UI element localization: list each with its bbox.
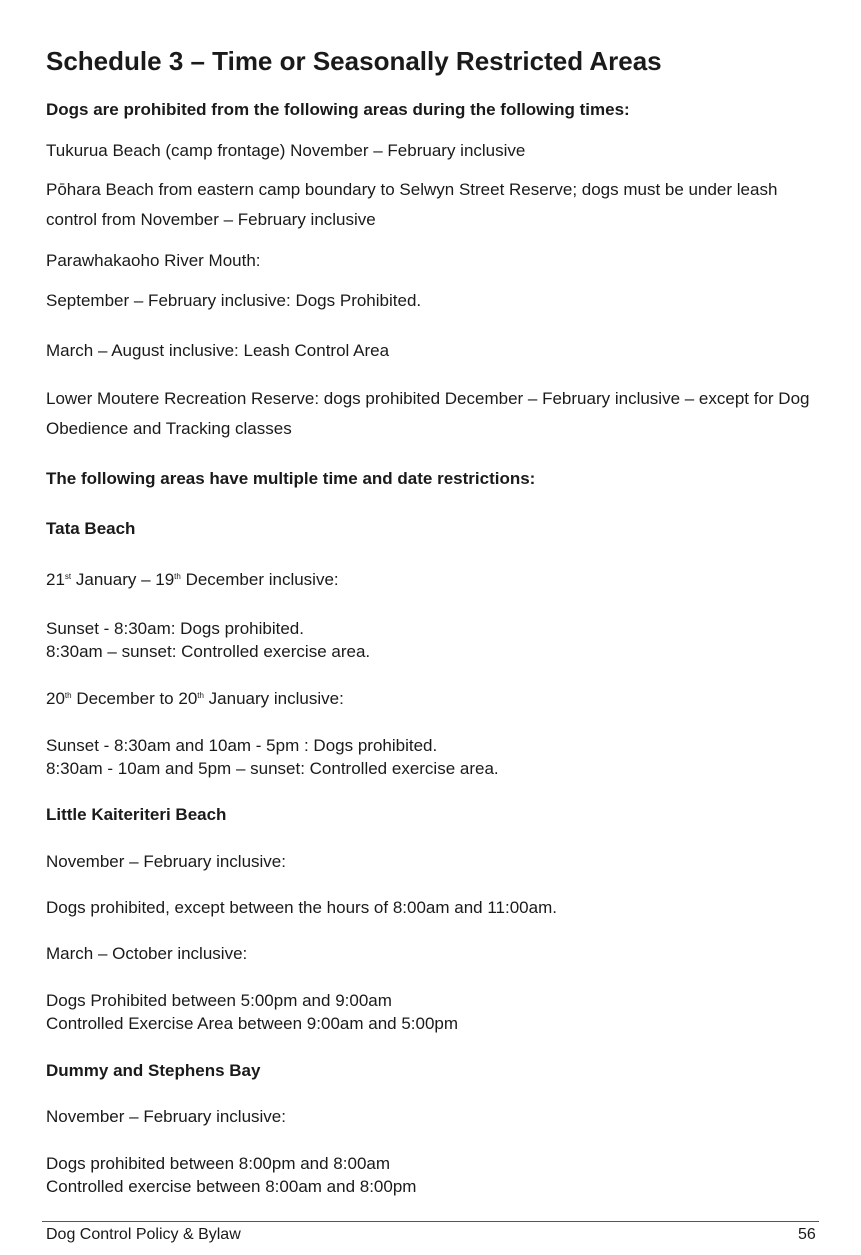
little-kaiteriteri-period-1-line-1: Dogs prohibited, except between the hours of 8:00am and 11:00am.: [46, 898, 557, 917]
tata-period-1: [46, 568, 339, 591]
tata-period-2-end: January inclusive:: [203, 689, 344, 708]
tata-beach-heading: Tata Beach: [46, 519, 136, 538]
footer-divider: [42, 1221, 819, 1222]
little-kaiteriteri-period-2-line-2: Controlled Exercise Area between 9:00am and 5:00pm: [46, 1014, 459, 1033]
little-kaiteriteri-period-2-line-1: Dogs Prohibited between 5:00pm and 9:00am: [46, 991, 392, 1010]
tata-period-2-line-2: 8:30am - 10am and 5pm – sunset: Controlled exercise area.: [46, 759, 499, 778]
tata-period-1-mid: January – 19: [71, 570, 175, 589]
tata-period-1-line-2: 8:30am – sunset: Controlled exercise area.: [46, 642, 371, 661]
little-kaiteriteri-period-2: March – October inclusive:: [46, 944, 248, 963]
page-title: Schedule 3 – Time or Seasonally Restricted Areas: [46, 46, 662, 76]
dummy-stephens-period-1-line-1: Dogs prohibited between 8:00pm and 8:00am: [46, 1154, 391, 1173]
tata-period-1-end: December inclusive:: [180, 570, 339, 589]
tata-period-2: [46, 687, 344, 710]
little-kaiteriteri-heading: Little Kaiteriteri Beach: [46, 805, 227, 824]
tata-period-2-mid: December to 20: [71, 689, 198, 708]
tata-period-2-day: 20: [46, 689, 65, 708]
tata-period-1-day: 21: [46, 570, 65, 589]
dummy-stephens-period-1: November – February inclusive:: [46, 1107, 286, 1126]
parawhakaoho-line-2: March – August inclusive: Leash Control Area: [46, 341, 390, 360]
tata-period-1-suffix-1: st: [64, 572, 72, 581]
lower-moutere-paragraph: Lower Moutere Recreation Reserve: dogs prohibited December – February inclusive – except for Dog Obedience and Tracking classes: [46, 389, 810, 438]
little-kaiteriteri-period-1: November – February inclusive:: [46, 852, 286, 871]
pohara-paragraph: Pōhara Beach from eastern camp boundary to Selwyn Street Reserve; dogs must be under leash control from November – February inclusive: [46, 180, 778, 229]
tata-period-2-suffix-1: th: [64, 691, 72, 700]
parawhakaoho-heading: Parawhakaoho River Mouth:: [46, 251, 261, 270]
multiple-restrictions-heading: The following areas have multiple time and date restrictions:: [46, 469, 536, 488]
tukurua-paragraph: Tukurua Beach (camp frontage) November – February inclusive: [46, 141, 526, 160]
tata-period-1-line-1: Sunset - 8:30am: Dogs prohibited.: [46, 619, 304, 638]
parawhakaoho-line-1: September – February inclusive: Dogs Prohibited.: [46, 291, 422, 310]
footer-page-number: 56: [798, 1226, 816, 1243]
tata-period-2-suffix-2: th: [197, 691, 204, 700]
dummy-stephens-period-1-line-2: Controlled exercise between 8:00am and 8:00pm: [46, 1177, 417, 1196]
dummy-stephens-heading: Dummy and Stephens Bay: [46, 1061, 261, 1080]
footer-document-title: Dog Control Policy & Bylaw: [46, 1226, 241, 1243]
intro-heading: Dogs are prohibited from the following areas during the following times:: [46, 100, 630, 119]
tata-period-2-line-1: Sunset - 8:30am and 10am - 5pm : Dogs prohibited.: [46, 736, 438, 755]
tata-period-1-suffix-2: th: [174, 572, 181, 581]
